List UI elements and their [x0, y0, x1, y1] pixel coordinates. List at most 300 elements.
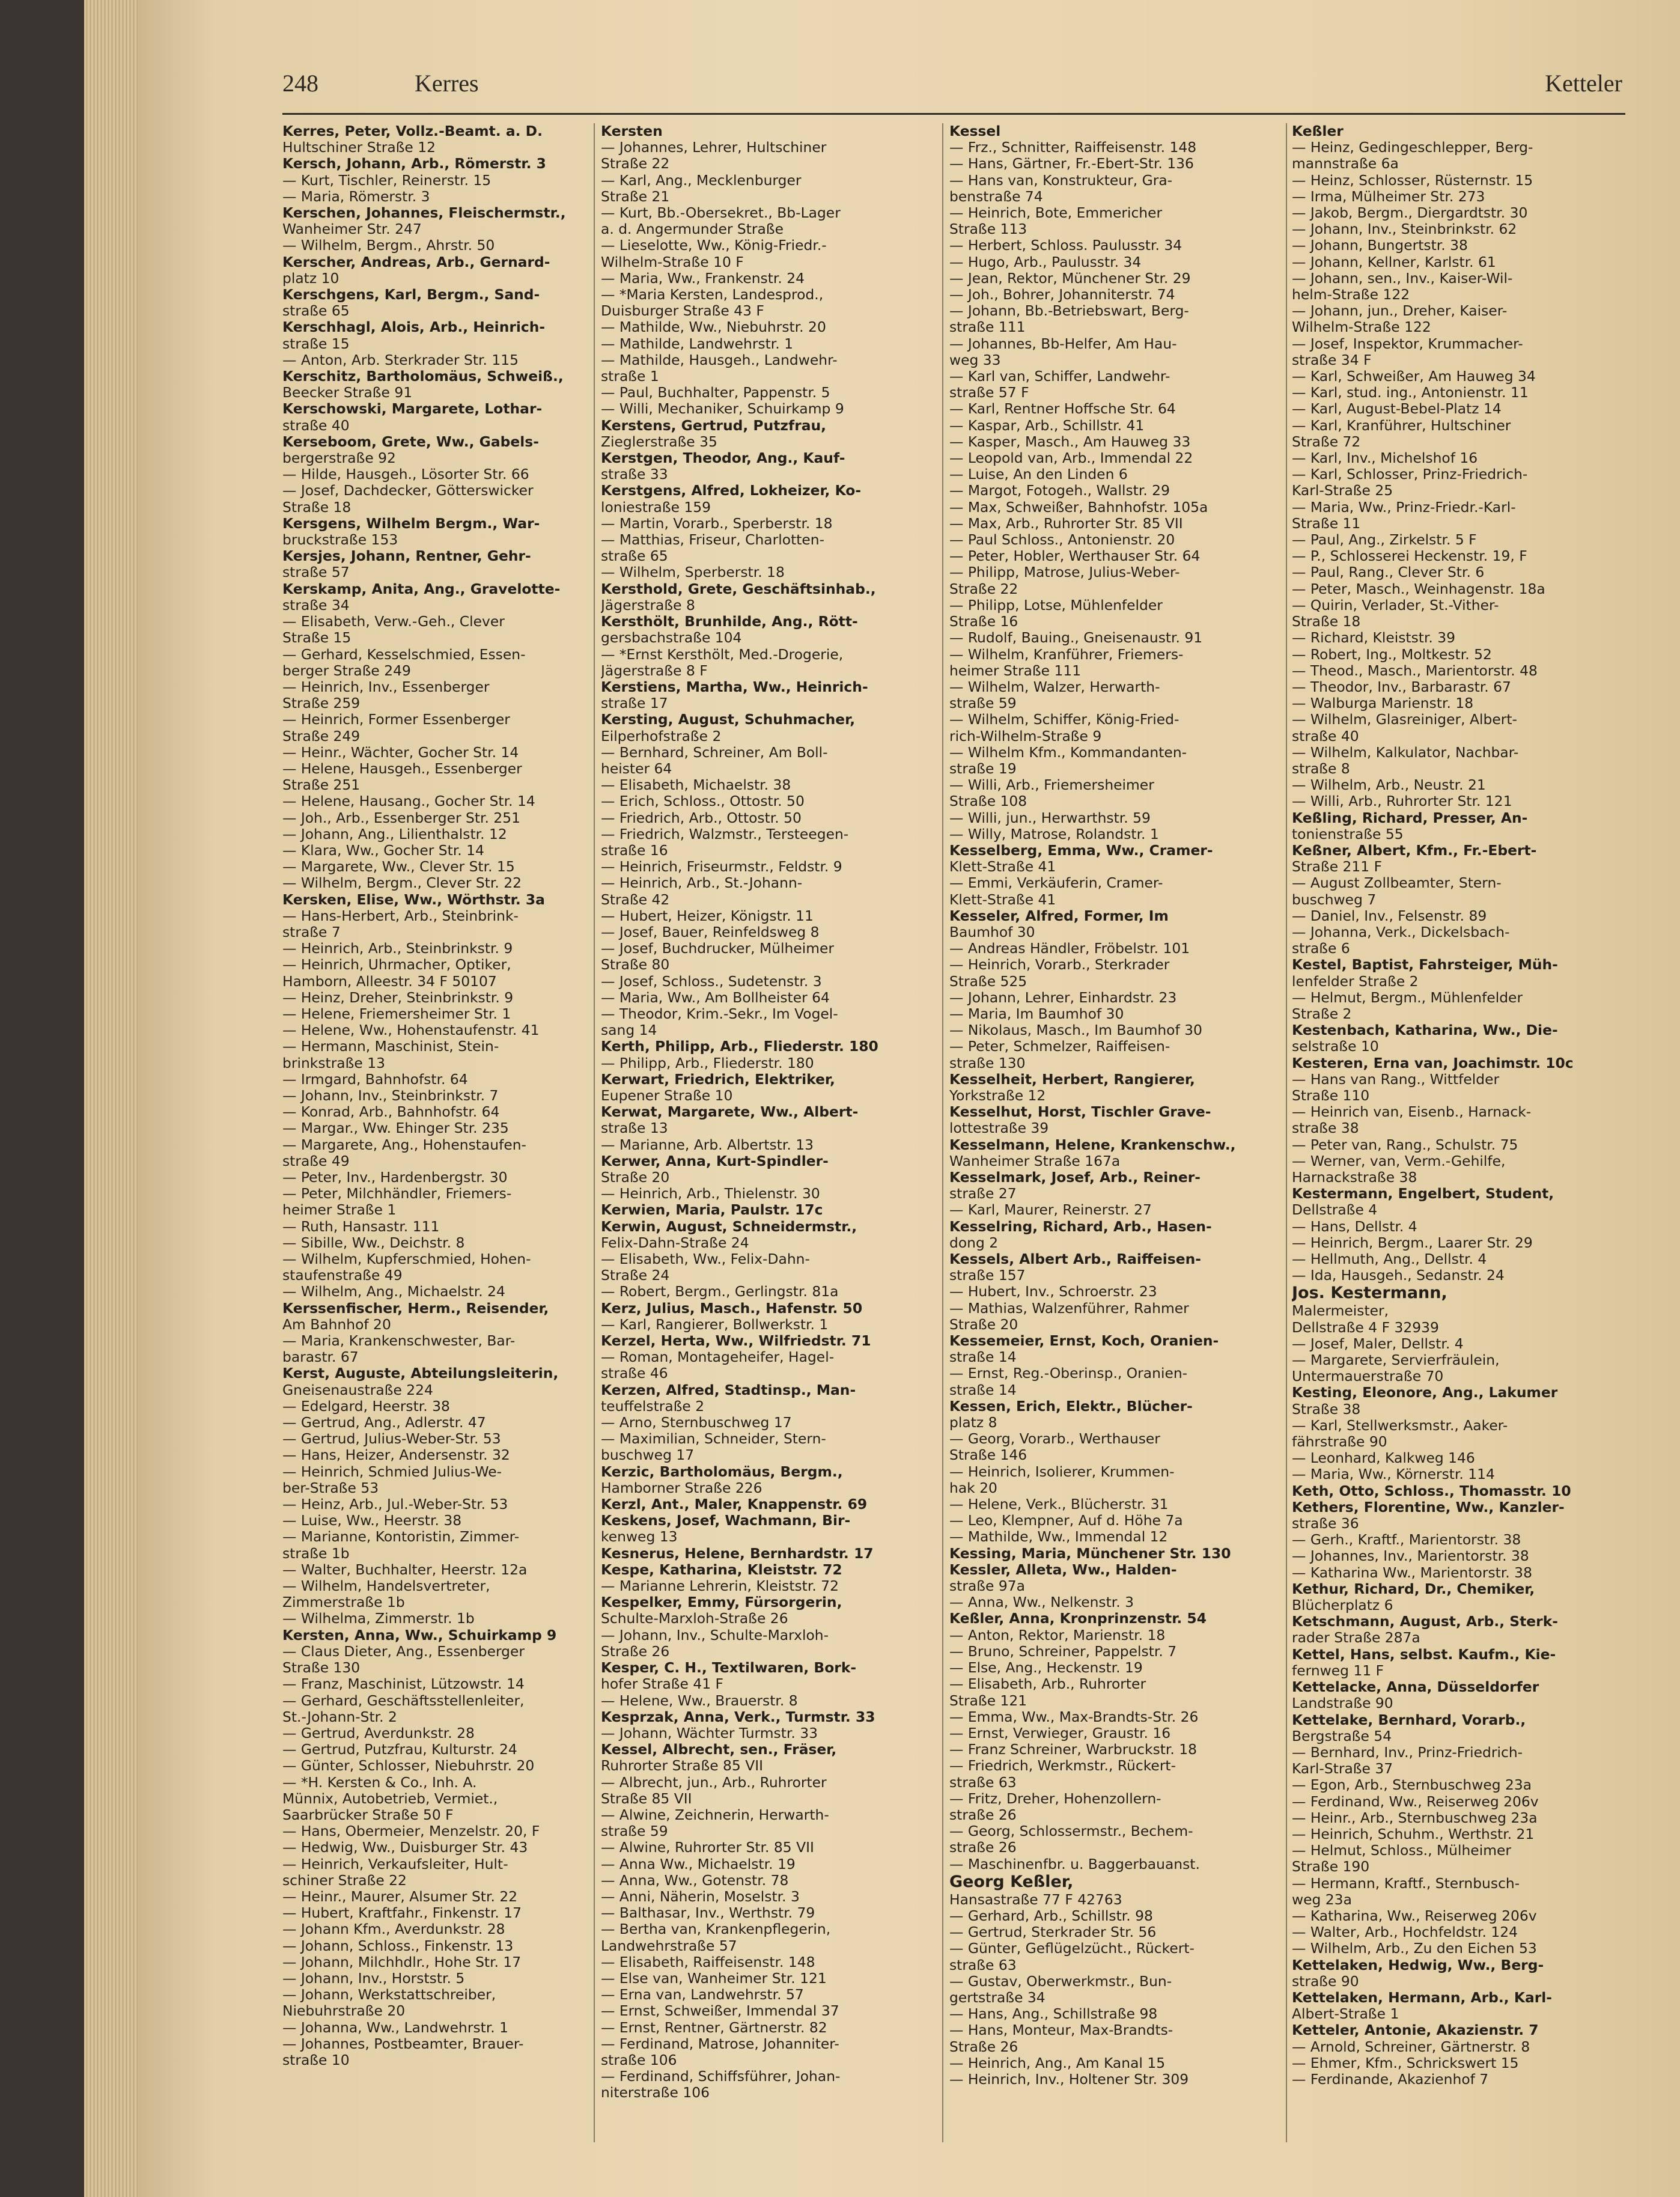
directory-entry-line: — Ernst, Schweißer, Immendal 37 [601, 2002, 839, 2020]
page-header [282, 69, 1622, 111]
directory-entry-line: — Kaspar, Arb., Schillstr. 41 [949, 416, 1145, 434]
directory-entry-line: — Max, Arb., Ruhrorter Str. 85 VII [949, 514, 1183, 532]
directory-entry-line: straße 26 [949, 1839, 1017, 1856]
directory-entry-line: — Kasper, Masch., Am Hauweg 33 [949, 433, 1191, 450]
directory-entry-line: — August Zollbeamter, Stern- [1292, 874, 1502, 892]
directory-entry-line: straße 46 [601, 1365, 668, 1382]
directory-entry-line: dong 2 [949, 1234, 999, 1251]
directory-entry-line: — Matthias, Friseur, Charlotten- [601, 531, 825, 549]
directory-entry-line: — Elisabeth, Raiffeisenstr. 148 [601, 1953, 815, 1970]
directory-entry-line: lottestraße 39 [949, 1120, 1049, 1137]
directory-entry-line: — Roman, Montageheifer, Hagel- [601, 1348, 835, 1366]
directory-entry-line: — Georg, Vorarb., Werthauser [949, 1430, 1160, 1448]
directory-entry-line: straße 57 F [949, 384, 1029, 401]
directory-entry-line: teuffelstraße 2 [601, 1397, 705, 1415]
directory-entry-line: — Wilhelm, Schiffer, König-Fried- [949, 711, 1179, 728]
directory-entry-line: Straße 15 [282, 629, 352, 647]
directory-entry-line: — Friedrich, Arb., Ottostr. 50 [601, 809, 802, 826]
directory-entry-line: straße 36 [1292, 1515, 1359, 1532]
directory-entry-line: Kesprzak, Anna, Verk., Turmstr. 33 [601, 1708, 875, 1725]
directory-entry-line: Kesselheit, Herbert, Rangierer, [949, 1070, 1195, 1088]
directory-entry-line: Kerschhagl, Alois, Arb., Heinrich- [282, 318, 546, 336]
directory-entry-line: — Heinrich, Isolierer, Krummen- [949, 1463, 1175, 1480]
directory-entry-line: Straße 24 [601, 1267, 670, 1284]
directory-entry-line: — Leopold van, Arb., Immendal 22 [949, 449, 1193, 467]
directory-entry-line: — Ehmer, Kfm., Schrickswert 15 [1292, 2054, 1519, 2071]
directory-entry-line: Albert-Straße 1 [1292, 2005, 1399, 2023]
directory-entry-line: — Hubert, Kraftfahr., Finkenstr. 17 [282, 1904, 522, 1922]
directory-entry-line: — Anni, Näherin, Moselstr. 3 [601, 1888, 800, 1905]
directory-entry-line: — Katharina Ww., Marientorstr. 38 [1292, 1564, 1532, 1581]
directory-entry-line: straße 111 [949, 318, 1026, 336]
directory-entry-line: — Günter, Geflügelzücht., Rückert- [949, 1940, 1195, 1957]
directory-entry-line: — Wilhelm, Kranführer, Friemers- [949, 645, 1184, 663]
directory-entry-line: — Mathias, Walzenführer, Rahmer [949, 1299, 1189, 1317]
directory-entry-line: Kerseboom, Grete, Ww., Gabels- [282, 433, 539, 450]
directory-entry-line: — Heinrich, Arb., Thielenstr. 30 [601, 1185, 820, 1202]
directory-entry-line: Kespelker, Emmy, Fürsorgerin, [601, 1594, 842, 1611]
directory-entry-line: — Wilhelm, Ang., Michaelstr. 24 [282, 1283, 505, 1300]
directory-entry-line: Straße 18 [1292, 613, 1361, 630]
directory-entry-line: buschweg 7 [1292, 891, 1377, 908]
directory-entry-line: platz 8 [949, 1414, 997, 1431]
directory-entry-line: — Josef, Schloss., Sudetenstr. 3 [601, 972, 822, 990]
directory-entry-line: — Andreas Händler, Fröbelstr. 101 [949, 940, 1190, 957]
directory-entry-line: — Wilhelm, Arb., Neustr. 21 [1292, 776, 1486, 794]
directory-entry-line: — Josef, Maler, Dellstr. 4 [1292, 1335, 1464, 1352]
directory-entry-line: — Gerhard, Geschäftsstellenleiter, [282, 1692, 525, 1709]
directory-entry-line: — Helmut, Schloss., Mülheimer [1292, 1842, 1511, 1859]
directory-entry-line: — Philipp, Arb., Fliederstr. 180 [601, 1054, 814, 1071]
directory-entry-line: — Martin, Vorarb., Sperberstr. 18 [601, 514, 833, 532]
directory-entry-line: — Johann, Wächter Turmstr. 33 [601, 1724, 818, 1741]
directory-entry-line: — Margarete, Ang., Hohenstaufen- [282, 1136, 526, 1153]
directory-entry-line: — Johannes, Inv., Marientorstr. 38 [1292, 1547, 1529, 1565]
directory-entry-line: — Helene, Ww., Hohenstaufenstr. 41 [282, 1022, 540, 1039]
directory-entry-line: Straße 11 [1292, 514, 1361, 532]
directory-entry-line: — Karl, Kranführer, Hultschiner [1292, 416, 1511, 434]
directory-entry-line: gertstraße 34 [949, 1988, 1045, 2006]
directory-entry-line: — Wilhelma, Zimmerstr. 1b [282, 1610, 475, 1627]
directory-entry-line: Kerzen, Alfred, Stadtinsp., Man- [601, 1381, 856, 1398]
directory-entry-line: — Arno, Sternbuschweg 17 [601, 1414, 792, 1431]
directory-entry-line: Gneisenaustraße 224 [282, 1381, 433, 1398]
directory-entry-line: heimer Straße 111 [949, 662, 1082, 679]
directory-entry-line: Kerwat, Margarete, Ww., Albert- [601, 1103, 859, 1121]
directory-entry-line: straße 97a [949, 1577, 1025, 1595]
directory-entry-line: Blücherplatz 6 [1292, 1597, 1393, 1614]
directory-entry-line: — Hans van, Konstrukteur, Gra- [949, 171, 1173, 189]
directory-entry-line: straße 8 [1292, 760, 1350, 777]
directory-entry-line: — Maximilian, Schneider, Stern- [601, 1430, 826, 1448]
directory-entry-line: tonienstraße 55 [1292, 825, 1404, 843]
directory-entry-line: — Hermann, Kraftf., Sternbusch- [1292, 1874, 1520, 1892]
directory-entry-line: — Mathilde, Landwehrstr. 1 [601, 335, 794, 352]
directory-entry-line: — Johann, Inv., Steinbrinkstr. 7 [282, 1086, 499, 1104]
directory-entry-line: — Arnold, Schreiner, Gärtnerstr. 8 [1292, 2038, 1530, 2055]
directory-entry-line: — Wilhelm, Glasreiniger, Albert- [1292, 711, 1517, 728]
directory-entry-line: — Elisabeth, Arb., Ruhrorter [949, 1675, 1146, 1693]
directory-entry-line: Keth, Otto, Schloss., Thomasstr. 10 [1292, 1482, 1571, 1499]
directory-entry-line: — Karl, Ang., Mecklenburger [601, 171, 802, 189]
directory-entry-line: Straße 525 [949, 972, 1027, 990]
directory-entry-line: — Mathilde, Ww., Immendal 12 [949, 1528, 1168, 1546]
directory-entry-line: Straße 38 [1292, 1400, 1361, 1418]
directory-entry-line: — Bruno, Schreiner, Pappelstr. 7 [949, 1642, 1177, 1660]
directory-entry-line: straße 6 [1292, 940, 1350, 957]
directory-entry-line: — Heinrich, Vorarb., Sterkrader [949, 956, 1170, 974]
directory-entry-line: — Elisabeth, Verw.-Geh., Clever [282, 613, 505, 630]
directory-entry-line: fährstraße 90 [1292, 1433, 1387, 1451]
directory-entry-line: a. d. Angermunder Straße [601, 221, 784, 238]
directory-entry-line: — Bernhard, Inv., Prinz-Friedrich- [1292, 1743, 1523, 1761]
directory-entry-line: — Ferdinand, Matrose, Johanniter- [601, 2035, 839, 2052]
directory-entry-line: Straße 20 [601, 1169, 670, 1186]
directory-entry-line: Kersgens, Wilhelm Bergm., War- [282, 514, 540, 532]
directory-entry-line: — Maria, Krankenschwester, Bar- [282, 1332, 516, 1350]
directory-entry-line: — Paul, Rang., Clever Str. 6 [1292, 564, 1485, 581]
directory-entry-line: — Heinrich, Arb., St.-Johann- [601, 874, 803, 892]
directory-entry-line: Wilhelm-Straße 10 F [601, 253, 744, 270]
directory-entry-line: — Joh., Bohrer, Johanniterstr. 74 [949, 286, 1175, 303]
directory-entry-line: Kesseler, Alfred, Former, Im [949, 907, 1169, 924]
directory-entry-line: straße 59 [601, 1823, 668, 1840]
directory-entry-line: St.-Johann-Str. 2 [282, 1708, 397, 1725]
directory-entry-line: Kessing, Maria, Münchener Str. 130 [949, 1544, 1231, 1562]
directory-entry-line: — Nikolaus, Masch., Im Baumhof 30 [949, 1022, 1202, 1039]
directory-entry-line: lenfelder Straße 2 [1292, 972, 1419, 990]
directory-entry-line: Kerstgen, Theodor, Ang., Kauf- [601, 449, 845, 467]
directory-entry-line: Kestel, Baptist, Fahrsteiger, Müh- [1292, 956, 1558, 974]
directory-entry-line: Straße 251 [282, 776, 361, 794]
directory-entry-line: — Kurt, Tischler, Reinerstr. 15 [282, 171, 492, 189]
directory-entry-line: — Johann, Schloss., Finkenstr. 13 [282, 1937, 514, 1954]
directory-entry-line: straße 1 [601, 368, 659, 385]
directory-entry-line: — Helmut, Bergm., Mühlenfelder [1292, 989, 1523, 1006]
directory-entry-line: — Franz Schreiner, Warbruckstr. 18 [949, 1741, 1198, 1758]
directory-entry-line: straße 38 [1292, 1120, 1359, 1137]
directory-entry-line: — Luise, An den Linden 6 [949, 466, 1128, 483]
directory-entry-line: — Gerhard, Kesselschmied, Essen- [282, 645, 526, 663]
directory-entry-line: Beecker Straße 91 [282, 384, 413, 401]
directory-entry-line: Kettelake, Bernhard, Vorarb., [1292, 1711, 1526, 1728]
directory-entry-line: — Bernhard, Schreiner, Am Boll- [601, 743, 828, 761]
directory-entry-line: — Lieselotte, Ww., König-Friedr.- [601, 237, 827, 254]
directory-entry-line: — Quirin, Verlader, St.-Vither- [1292, 596, 1499, 614]
directory-entry-line: — Heinz, Schlosser, Rüsternstr. 15 [1292, 171, 1533, 189]
directory-entry-line: — Heinrich, Bote, Emmericher [949, 204, 1163, 222]
directory-entry-line: — Leonhard, Kalkweg 146 [1292, 1449, 1475, 1467]
directory-entry-line: — Heinrich, Verkaufsleiter, Hult- [282, 1855, 508, 1872]
directory-entry-line: Kessel [949, 123, 1001, 139]
directory-entry-line: Straße 211 F [1292, 858, 1383, 876]
directory-entry-line: Straße 80 [601, 956, 670, 974]
directory-entry-line: Keßner, Albert, Kfm., Fr.-Ebert- [1292, 841, 1537, 859]
directory-entry-line: Kethers, Florentine, Ww., Kanzler- [1292, 1498, 1565, 1516]
directory-entry-line: Hansastraße 77 F 42763 [949, 1891, 1122, 1908]
directory-entry-line: — Heinrich van, Eisenb., Harnack- [1292, 1103, 1532, 1121]
directory-entry-line: — Heinrich, Uhrmacher, Optiker, [282, 956, 511, 974]
directory-entry-line: Kesteren, Erna van, Joachimstr. 10c [1292, 1054, 1574, 1071]
directory-entry-line: Kersten, Anna, Ww., Schuirkamp 9 [282, 1626, 557, 1644]
directory-entry-line: Kerstiens, Martha, Ww., Heinrich- [601, 678, 868, 695]
directory-entry-line: Kesting, Eleonore, Ang., Lakumer [1292, 1384, 1558, 1401]
directory-entry-line: Kestermann, Engelbert, Student, [1292, 1185, 1554, 1202]
directory-entry-line: — Claus Dieter, Ang., Essenberger [282, 1642, 525, 1660]
directory-entry-line: selstraße 10 [1292, 1038, 1379, 1055]
directory-entry-line: — Karl, stud. ing., Antonienstr. 11 [1292, 384, 1529, 401]
directory-entry-line: Straße 259 [282, 695, 361, 712]
directory-entry-line: Zieglerstraße 35 [601, 433, 717, 450]
directory-entry-line: straße 63 [949, 1773, 1017, 1791]
directory-entry-line: — Karl, Stellwerksmstr., Aaker- [1292, 1416, 1508, 1434]
directory-entry-line: — Luise, Ww., Heerstr. 38 [282, 1512, 462, 1529]
directory-column-4 [1292, 123, 1640, 2166]
directory-entry-line: straße 1b [282, 1544, 350, 1562]
directory-entry-line: — Kurt, Bb.-Obersekret., Bb-Lager [601, 204, 841, 222]
directory-entry-line: — Robert, Ing., Moltkestr. 52 [1292, 645, 1492, 663]
directory-entry-line: — Katharina, Ww., Reiserweg 206v [1292, 1907, 1537, 1924]
directory-entry-line: Münnix, Autobetrieb, Vermiet., [282, 1790, 498, 1807]
directory-entry-line: straße 57 [282, 564, 350, 581]
directory-entry-line: — Emma, Ww., Max-Brandts-Str. 26 [949, 1708, 1199, 1725]
directory-entry-line: Keskens, Josef, Wachmann, Bir- [601, 1512, 851, 1529]
directory-entry-line: — Albrecht, jun., Arb., Ruhrorter [601, 1773, 827, 1791]
directory-entry-line: — Erna van, Landwehrstr. 57 [601, 1986, 804, 2004]
directory-entry-line: — Hubert, Heizer, Königstr. 11 [601, 907, 814, 924]
directory-entry-line: — Johann, Werkstattschreiber, [282, 1986, 496, 2004]
directory-entry-line: — Hans, Obermeier, Menzelstr. 20, F [282, 1823, 540, 1840]
directory-entry-line: — Ernst, Rentner, Gärtnerstr. 82 [601, 2019, 827, 2036]
directory-entry-line: — Hellmuth, Ang., Dellstr. 4 [1292, 1251, 1487, 1268]
directory-entry-line: — Willi, jun., Herwarthstr. 59 [949, 809, 1151, 826]
directory-entry-line: Kerssenfischer, Herm., Reisender, [282, 1299, 549, 1317]
directory-entry-line: — Gustav, Oberwerkmstr., Bun- [949, 1972, 1172, 1990]
directory-entry-line: — Heinr., Arb., Sternbuschweg 23a [1292, 1809, 1538, 1826]
directory-entry-line: — Hans, Dellstr. 4 [1292, 1217, 1417, 1235]
directory-entry-line: ber-Straße 53 [282, 1479, 379, 1496]
directory-entry-line: — Else, Ang., Heckenstr. 19 [949, 1659, 1143, 1677]
directory-entry-line: Kesselring, Richard, Arb., Hasen- [949, 1217, 1212, 1235]
directory-entry-line: — Georg, Schlossermstr., Bechem- [949, 1823, 1193, 1840]
header-keyword-right: Ketteler [1545, 70, 1622, 97]
directory-entry-line: Kerschgens, Karl, Bergm., Sand- [282, 286, 540, 303]
directory-entry-line: — Anton, Rektor, Marienstr. 18 [949, 1626, 1166, 1644]
directory-entry-line: helm-Straße 122 [1292, 286, 1410, 303]
directory-entry-line: Hultschiner Straße 12 [282, 139, 436, 156]
directory-entry-line: Kerwien, Maria, Paulstr. 17c [601, 1201, 823, 1219]
directory-entry-line: Jos. Kestermann, [1292, 1284, 1447, 1303]
header-rule [282, 113, 1625, 115]
directory-entry-line: — Joh., Arb., Essenberger Str. 251 [282, 809, 521, 826]
directory-entry-line: — Wilhelm, Handelsvertreter, [282, 1577, 490, 1595]
directory-entry-line: Straße 130 [282, 1659, 361, 1677]
directory-entry-line: — Marianne Lehrerin, Kleiststr. 72 [601, 1577, 839, 1595]
directory-entry-line: Jägerstraße 8 [601, 596, 695, 614]
directory-entry-line: — Johann, Ang., Lilienthalstr. 12 [282, 825, 507, 843]
directory-entry-line: — Hans, Monteur, Max-Brandts- [949, 2022, 1173, 2039]
directory-entry-line: Kespe, Katharina, Kleiststr. 72 [601, 1561, 842, 1578]
directory-entry-line: — Mathilde, Ww., Niebuhrstr. 20 [601, 318, 826, 336]
directory-entry-line: Straße 2 [1292, 1005, 1352, 1022]
directory-entry-line: Georg Keßler, [949, 1872, 1074, 1891]
directory-entry-line: — Wilhelm, Walzer, Herwarth- [949, 678, 1160, 695]
directory-entry-line: straße 15 [282, 335, 350, 352]
directory-entry-line: — Peter, Masch., Weinhagenstr. 18a [1292, 580, 1545, 597]
directory-entry-line: Kerstgens, Alfred, Lokheizer, Ko- [601, 482, 862, 499]
directory-entry-line: Kerst, Auguste, Abteilungsleiterin, [282, 1365, 559, 1382]
directory-entry-line: bruckstraße 153 [282, 531, 398, 549]
directory-entry-line: Eilperhofstraße 2 [601, 727, 722, 745]
directory-entry-line: straße 14 [949, 1381, 1017, 1398]
directory-entry-line: Straße 146 [949, 1446, 1027, 1464]
directory-entry-line: — Maria, Ww., Am Bollheister 64 [601, 989, 830, 1006]
directory-entry-line: Kersken, Elise, Ww., Wörthstr. 3a [282, 891, 545, 908]
directory-entry-line: Kerth, Philipp, Arb., Fliederstr. 180 [601, 1038, 878, 1055]
directory-entry-line: Kersthold, Grete, Geschäftsinhab., [601, 580, 876, 597]
directory-entry-line: straße 106 [601, 2051, 677, 2068]
directory-entry-line: Kesselmann, Helene, Krankenschw., [949, 1136, 1236, 1153]
directory-entry-line: — Ernst, Reg.-Oberinsp., Oranien- [949, 1365, 1188, 1382]
directory-entry-line: — Helene, Hausgeh., Essenberger [282, 760, 522, 777]
directory-entry-line: — Alwine, Ruhrorter Str. 85 VII [601, 1839, 814, 1856]
directory-entry-line: Duisburger Straße 43 F [601, 302, 764, 320]
directory-entry-line: — Heinr., Wächter, Gocher Str. 14 [282, 743, 519, 761]
directory-entry-line: Kettelaken, Hedwig, Ww., Berg- [1292, 1956, 1544, 1973]
directory-entry-line: — Daniel, Inv., Felsenstr. 89 [1292, 907, 1487, 924]
directory-entry-line: Kerskamp, Anita, Ang., Gravelotte- [282, 580, 561, 597]
directory-entry-line: — Heinrich, Schuhm., Werthstr. 21 [1292, 1825, 1535, 1842]
directory-entry-line: — Hans-Herbert, Arb., Steinbrink- [282, 907, 519, 924]
directory-entry-line: Kesnerus, Helene, Bernhardstr. 17 [601, 1544, 874, 1562]
directory-entry-line: — Hubert, Inv., Schroerstr. 23 [949, 1283, 1157, 1300]
directory-entry-line: Karl-Straße 37 [1292, 1760, 1393, 1778]
directory-entry-line: Kettelacke, Anna, Düsseldorfer [1292, 1678, 1539, 1696]
directory-entry-line: straße 34 F [1292, 351, 1372, 368]
directory-entry-line: — Heinrich, Former Essenberger [282, 711, 510, 728]
directory-entry-line: straße 65 [601, 547, 668, 565]
directory-entry-line: Wanheimer Str. 247 [282, 221, 422, 238]
directory-entry-line: — Rudolf, Bauing., Gneisenaustr. 91 [949, 629, 1203, 647]
directory-entry-line: heister 64 [601, 760, 672, 777]
directory-entry-line: — Marianne, Arb. Albertstr. 13 [601, 1136, 814, 1153]
directory-entry-line: — Theodor, Inv., Barbarastr. 67 [1292, 678, 1511, 695]
directory-entry-line: straße 10 [282, 2051, 350, 2068]
directory-entry-line: straße 17 [601, 695, 668, 712]
directory-entry-line: — Hedwig, Ww., Duisburger Str. 43 [282, 1839, 528, 1856]
directory-entry-line: Kerres, Peter, Vollz.-Beamt. a. D. [282, 123, 543, 139]
directory-entry-line: Kessels, Albert Arb., Raiffeisen- [949, 1251, 1201, 1268]
directory-entry-line: Kersjes, Johann, Rentner, Gehr- [282, 547, 531, 565]
directory-entry-line: — Peter, Hobler, Werthauser Str. 64 [949, 547, 1201, 565]
directory-entry-line: Keßling, Richard, Presser, An- [1292, 809, 1528, 826]
directory-entry-line: — Maria, Ww., Frankenstr. 24 [601, 269, 805, 287]
directory-entry-line: Kerwer, Anna, Kurt-Spindler- [601, 1152, 829, 1169]
directory-entry-line: — Gertrud, Averdunkstr. 28 [282, 1724, 475, 1741]
directory-entry-line: Straße 16 [949, 613, 1018, 630]
directory-entry-line: straße 19 [949, 760, 1017, 777]
directory-entry-line: Straße 121 [949, 1692, 1027, 1709]
directory-entry-line: — Karl, Schlosser, Prinz-Friedrich- [1292, 466, 1528, 483]
directory-entry-line: straße 49 [282, 1152, 350, 1169]
directory-entry-line: Kestenbach, Katharina, Ww., Die- [1292, 1022, 1558, 1039]
directory-entry-line: — Willy, Matrose, Rolandstr. 1 [949, 825, 1159, 843]
directory-entry-line: Harnackstraße 38 [1292, 1169, 1417, 1186]
directory-entry-line: — Karl, Schweißer, Am Hauweg 34 [1292, 368, 1536, 385]
directory-entry-line: — Wilhelm, Kupferschmied, Hohen- [282, 1251, 531, 1268]
directory-entry-line: barastr. 67 [282, 1348, 359, 1366]
directory-entry-line: — Johannes, Bb-Helfer, Am Hau- [949, 335, 1177, 352]
directory-entry-line: — Edelgard, Heerstr. 38 [282, 1397, 450, 1415]
directory-entry-line: — Bertha van, Krankenpflegerin, [601, 1921, 831, 1938]
directory-entry-line: Hamborn, Alleestr. 34 F 50107 [282, 972, 497, 990]
directory-entry-line: — Johann, Inv., Steinbrinkstr. 62 [1292, 221, 1517, 238]
directory-entry-line: — Peter, Inv., Hardenbergstr. 30 [282, 1169, 508, 1186]
directory-entry-line: Klett-Straße 41 [949, 891, 1056, 908]
directory-entry-line: — Johann, sen., Inv., Kaiser-Wil- [1292, 269, 1513, 287]
directory-entry-line: — Margot, Fotogeh., Wallstr. 29 [949, 482, 1170, 499]
directory-entry-line: — Wilhelm, Bergm., Clever Str. 22 [282, 874, 522, 892]
directory-entry-line: — Peter, Milchhändler, Friemers- [282, 1185, 512, 1202]
directory-entry-line: — Wilhelm, Kalkulator, Nachbar- [1292, 743, 1519, 761]
directory-entry-line: — Wilhelm, Bergm., Ahrstr. 50 [282, 237, 495, 254]
directory-entry-line: Kessen, Erich, Elektr., Blücher- [949, 1397, 1193, 1415]
directory-entry-line: — Else van, Wanheimer Str. 121 [601, 1969, 827, 1987]
directory-entry-line: Straße 85 VII [601, 1790, 692, 1807]
directory-entry-line: — Maria, Ww., Prinz-Friedr.-Karl- [1292, 498, 1516, 516]
directory-entry-line: — Konrad, Arb., Bahnhofstr. 64 [282, 1103, 500, 1121]
directory-entry-line: Straße 22 [601, 155, 670, 172]
directory-column-1 [282, 123, 631, 2166]
directory-entry-line: berger Straße 249 [282, 662, 411, 679]
directory-entry-line: — Heinrich, Friseurmstr., Feldstr. 9 [601, 858, 842, 876]
directory-entry-line: — Irmgard, Bahnhofstr. 64 [282, 1070, 468, 1088]
directory-entry-line: Straße 18 [282, 498, 352, 516]
directory-entry-line: — Theod., Masch., Marientorstr. 48 [1292, 662, 1538, 679]
directory-entry-line: — Heinz, Arb., Jul.-Weber-Str. 53 [282, 1496, 508, 1513]
directory-entry-line: Dellstraße 4 [1292, 1201, 1378, 1219]
directory-entry-line: — Ruth, Hansastr. 111 [282, 1217, 440, 1235]
directory-entry-line: Landstraße 90 [1292, 1695, 1393, 1712]
directory-entry-line: — Werner, van, Verm.-Gehilfe, [1292, 1152, 1506, 1169]
directory-entry-line: straße 40 [1292, 727, 1359, 745]
directory-entry-line: — Jakob, Bergm., Diergardtstr. 30 [1292, 204, 1528, 222]
directory-entry-line: Keßler [1292, 123, 1344, 139]
directory-entry-line: — Johann, Inv., Horststr. 5 [282, 1969, 465, 1987]
directory-entry-line: — Johannes, Postbeamter, Brauer- [282, 2035, 524, 2052]
directory-entry-line: — Peter van, Rang., Schulstr. 75 [1292, 1136, 1518, 1153]
directory-entry-line: — Hermann, Maschinist, Stein- [282, 1038, 499, 1055]
directory-entry-line: Am Bahnhof 20 [282, 1315, 391, 1333]
directory-entry-line: — Hans, Gärtner, Fr.-Ebert-Str. 136 [949, 155, 1194, 172]
directory-entry-line: straße 90 [1292, 1972, 1359, 1990]
directory-entry-line: Kerschitz, Bartholomäus, Schweiß., [282, 368, 564, 385]
directory-entry-line: — Wilhelm, Sperberstr. 18 [601, 564, 785, 581]
directory-entry-line: — Ferdinand, Ww., Reiserweg 206v [1292, 1793, 1539, 1810]
directory-entry-line: — Margar., Ww. Ehinger Str. 235 [282, 1120, 509, 1137]
directory-entry-line: Straße 72 [1292, 433, 1361, 450]
directory-entry-line: — Johanna, Verk., Dickelsbach- [1292, 923, 1510, 940]
directory-entry-line: heimer Straße 1 [282, 1201, 397, 1219]
directory-entry-line: — Gertrud, Ang., Adlerstr. 47 [282, 1414, 486, 1431]
directory-entry-line: — Philipp, Lotse, Mühlenfelder [949, 596, 1163, 614]
directory-entry-line: straße 27 [949, 1185, 1017, 1202]
directory-entry-line: hak 20 [949, 1479, 997, 1496]
directory-entry-line: — Heinrich, Ang., Am Kanal 15 [949, 2054, 1166, 2071]
directory-entry-line: — Josef, Dachdecker, Götterswicker [282, 482, 534, 499]
directory-entry-line: Untermauerstraße 70 [1292, 1368, 1444, 1385]
directory-entry-line: hofer Straße 41 F [601, 1675, 723, 1693]
